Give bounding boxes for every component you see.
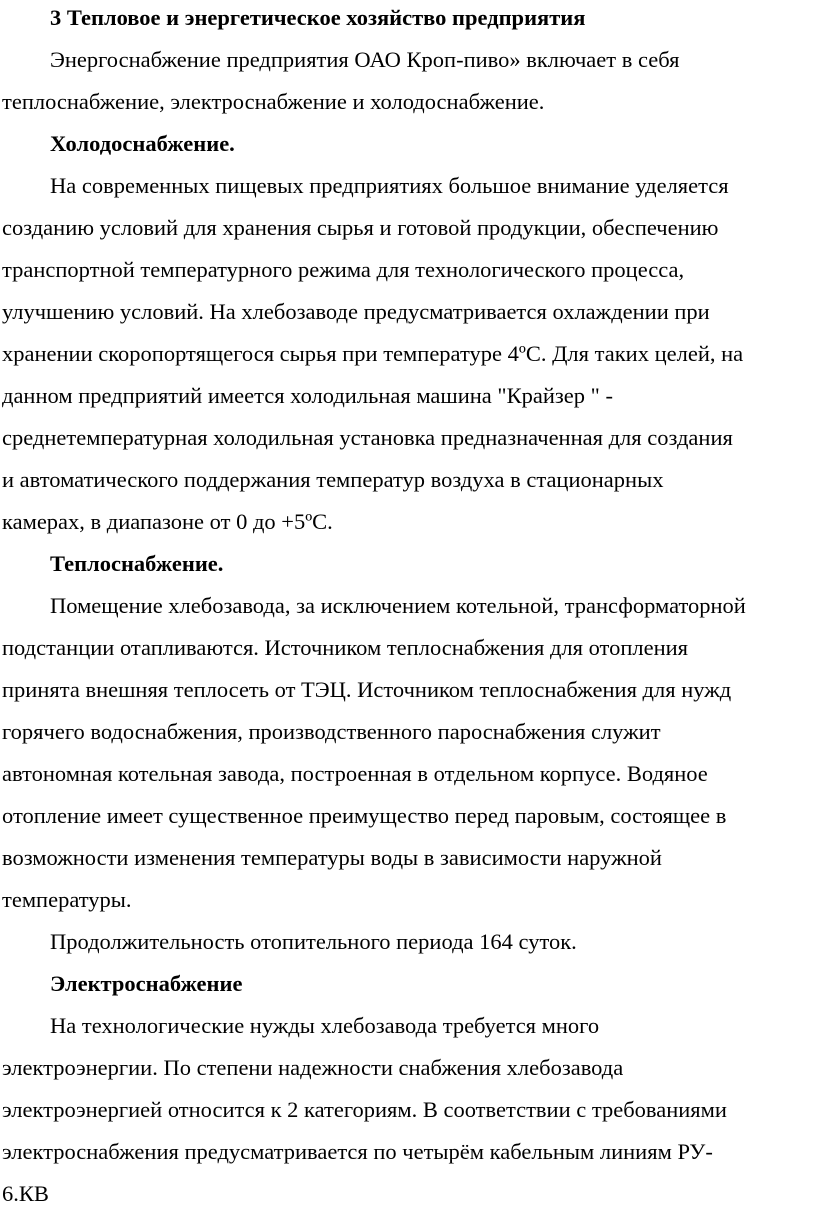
power-line-1: На технологические нужды хлебозавода требуется много bbox=[50, 1013, 600, 1038]
heat-line-1: Помещение хлебозавода, за исключением котельной, трансформаторной bbox=[50, 593, 746, 618]
power-heading: Электроснабжение bbox=[50, 971, 243, 996]
cold-line-1: На современных пищевых предприятиях большое внимание уделяется bbox=[50, 173, 729, 198]
cold-line-4: улучшению условий. На хлебозаводе предусматривается охлаждении при bbox=[2, 299, 710, 324]
heat-heading: Теплоснабжение. bbox=[50, 551, 224, 576]
cold-line-3: транспортной температурного режима для технологического процесса, bbox=[2, 257, 685, 282]
heat-duration: Продолжительность отопительного периода 164 суток. bbox=[50, 929, 577, 954]
cold-line-2: созданию условий для хранения сырья и готовой продукции, обеспечению bbox=[2, 215, 719, 240]
power-line-2: электроэнергии. По степени надежности снабжения хлебозавода bbox=[2, 1055, 624, 1080]
heat-line-8: температуры. bbox=[2, 887, 132, 912]
heat-line-5: автономная котельная завода, построенная в отдельном корпусе. Водяное bbox=[2, 761, 708, 786]
cold-line-6: данном предприятий имеется холодильная машина "Крайзер " - bbox=[2, 383, 613, 408]
heat-line-7: возможности изменения температуры воды в зависимости наружной bbox=[2, 845, 662, 870]
cold-line-9: камерах, в диапазоне от 0 до +5ºС. bbox=[2, 509, 333, 534]
cold-line-5: хранении скоропортящегося сырья при температуре 4ºС. Для таких целей, на bbox=[2, 341, 744, 366]
power-line-4: электроснабжения предусматривается по четырём кабельным линиям РУ- bbox=[2, 1139, 713, 1164]
heat-line-6: отопление имеет существенное преимущество перед паровым, состоящее в bbox=[2, 803, 727, 828]
intro-line-1: Энергоснабжение предприятия ОАО Кроп-пиво» включает в себя bbox=[50, 47, 680, 72]
heat-line-3: принята внешняя теплосеть от ТЭЦ. Источником теплоснабжения для нужд bbox=[2, 677, 732, 702]
power-line-5: 6.КВ bbox=[2, 1181, 49, 1206]
cold-line-8: и автоматического поддержания температур воздуха в стационарных bbox=[2, 467, 664, 492]
cold-heading: Холодоснабжение. bbox=[50, 131, 235, 156]
intro-line-2: теплоснабжение, электроснабжение и холодоснабжение. bbox=[2, 89, 545, 114]
cold-line-7: среднетемпературная холодильная установка предназначенная для создания bbox=[2, 425, 733, 450]
section-title: 3 Тепловое и энергетическое хозяйство предприятия bbox=[50, 5, 586, 30]
heat-line-4: горячего водоснабжения, производственного пароснабжения служит bbox=[2, 719, 661, 744]
heat-line-2: подстанции отапливаются. Источником теплоснабжения для отопления bbox=[2, 635, 689, 660]
power-line-3: электроэнергией относится к 2 категориям. В соответствии с требованиями bbox=[2, 1097, 727, 1122]
